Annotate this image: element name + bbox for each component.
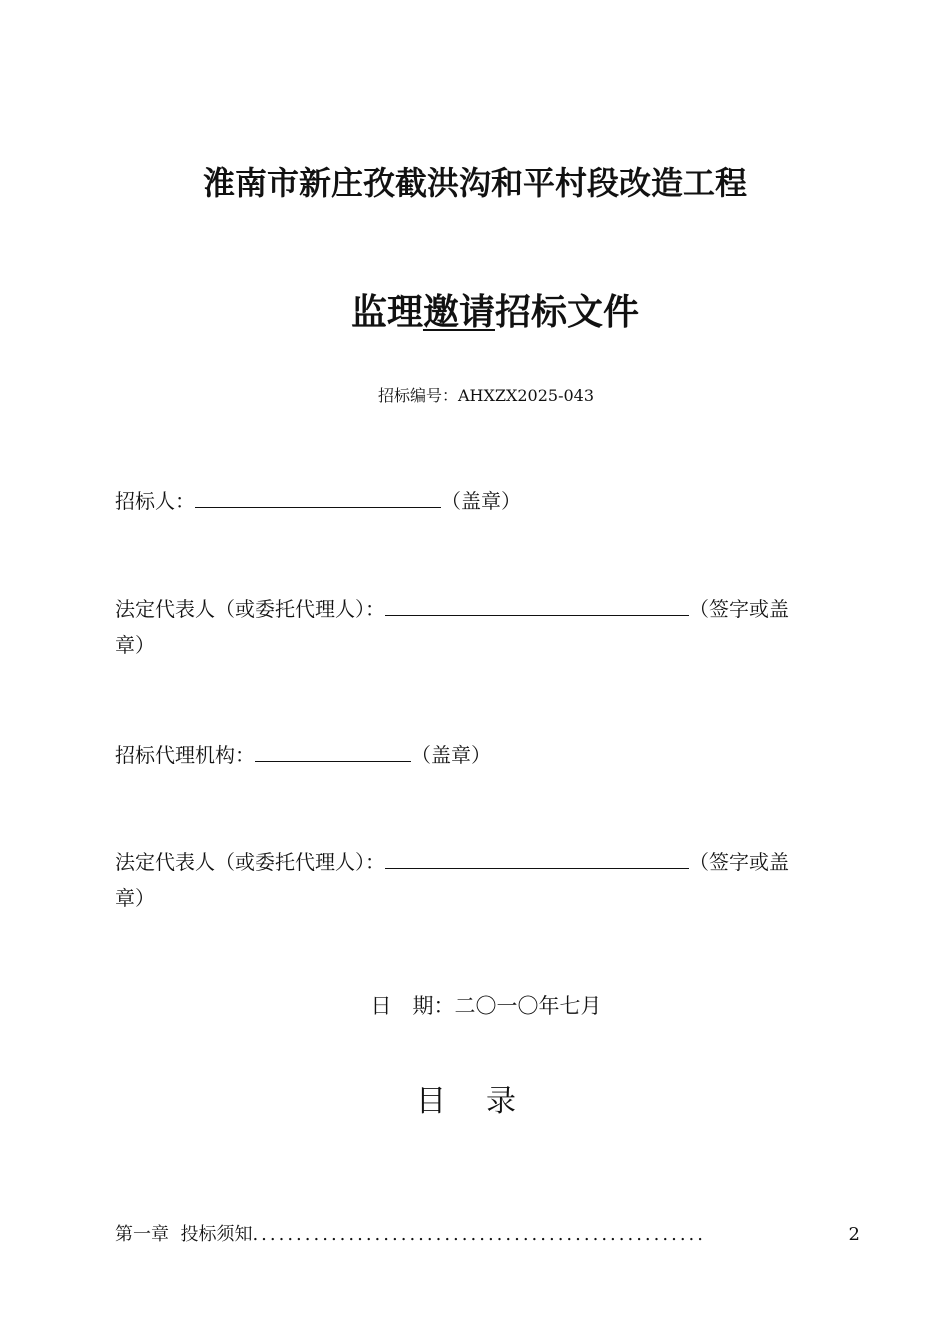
bid-number: 招标编号：AHXZX2025-043	[377, 386, 595, 405]
toc-title: 目录	[416, 1084, 556, 1119]
agency-label: 招标代理机构：	[115, 743, 255, 767]
legal-rep-signature-line[interactable]	[385, 595, 689, 616]
doc-title-prefix: 监理	[350, 292, 423, 333]
document-title	[0, 284, 950, 335]
legal-rep-sign-note-wrap: 章）	[115, 633, 155, 657]
toc-item-page: 2	[848, 1224, 860, 1245]
tenderer-label: 招标人：	[115, 489, 195, 513]
project-title: 淮南市新庄孜截洪沟和平村段改造工程	[202, 164, 747, 202]
agency-seal-note: （盖章）	[411, 743, 491, 767]
tenderer-field	[115, 483, 875, 519]
legal-rep-label: 法定代表人（或委托代理人）：	[115, 597, 385, 621]
agency-signature-line[interactable]	[255, 741, 411, 762]
toc-item[interactable]	[115, 1220, 860, 1246]
legal-rep-sign-note: （签字或盖	[689, 597, 789, 621]
tenderer-signature-line[interactable]	[195, 487, 441, 508]
agency-field	[115, 737, 875, 773]
legal-rep2-sign-note-wrap: 章）	[115, 886, 155, 910]
legal-rep2-signature-line[interactable]	[385, 848, 689, 869]
legal-rep2-field	[115, 844, 875, 916]
doc-title-suffix: 招标文件	[495, 292, 640, 333]
toc-item-leader: ....................................................	[252, 1224, 706, 1245]
document-date: 日 期：二〇一〇年七月	[370, 994, 602, 1018]
legal-rep2-label: 法定代表人（或委托代理人）：	[115, 850, 385, 874]
toc-item-label: 第一章 投标须知	[115, 1224, 253, 1245]
doc-title-underlined: 邀请	[422, 292, 495, 333]
legal-rep2-sign-note: （签字或盖	[689, 850, 789, 874]
tenderer-seal-note: （盖章）	[441, 489, 521, 513]
legal-rep-field	[115, 591, 875, 663]
